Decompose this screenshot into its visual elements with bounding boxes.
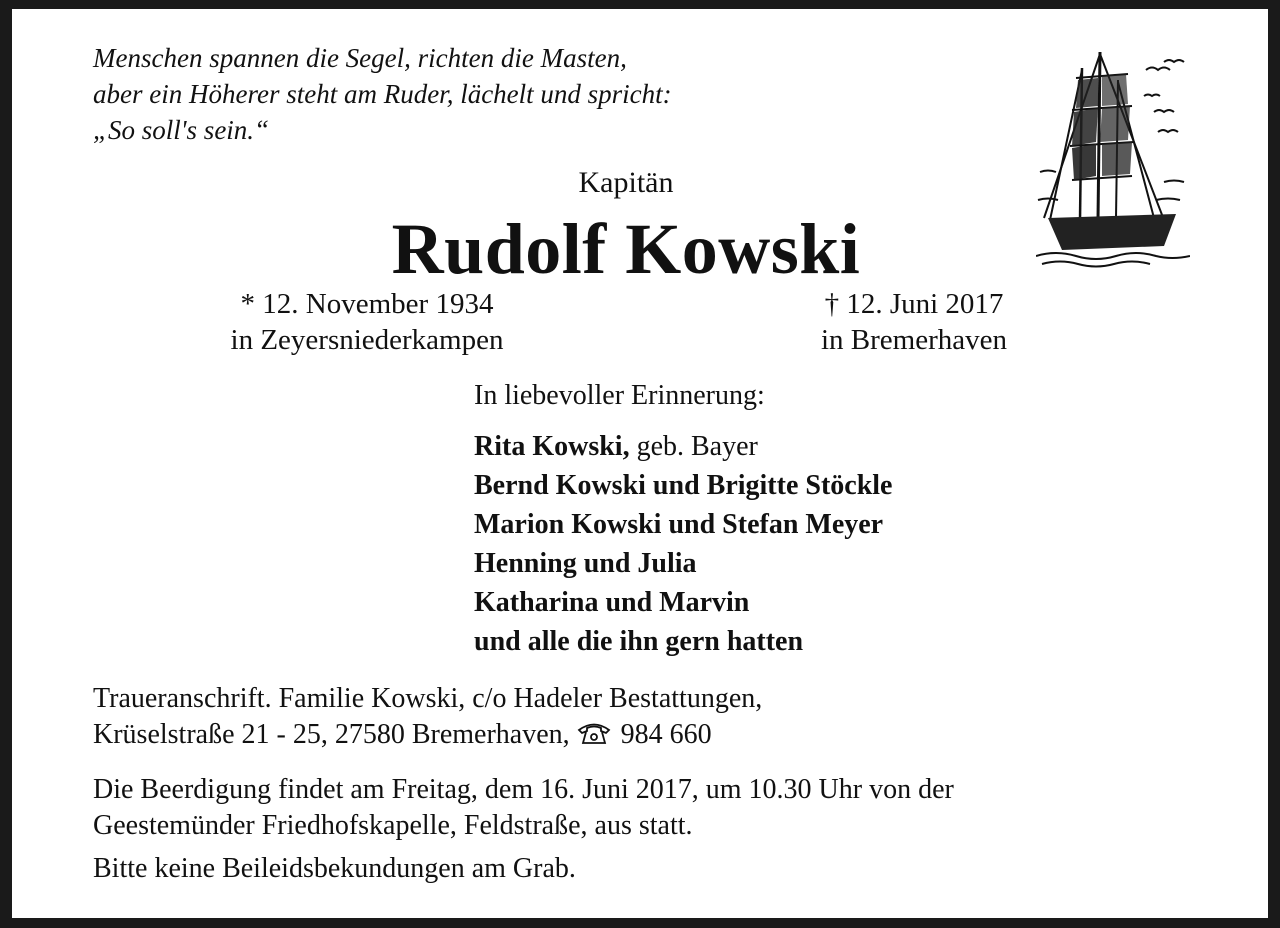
mourners-list [474, 427, 892, 661]
memory-heading: In liebevoller Erinnerung: [474, 380, 765, 411]
epigraph-quote [93, 40, 672, 148]
quote-line-3: „So soll's sein.“ [93, 115, 270, 145]
mourner-suffix: geb. Bayer [629, 431, 758, 462]
deceased-name: Rudolf Kowski [391, 209, 861, 289]
death-info [806, 286, 1022, 358]
birth-date: * 12. November 1934 [240, 288, 494, 320]
birth-place: in Zeyersniederkampen [230, 324, 504, 356]
address-line-1: Traueranschrift. Familie Kowski, c/o Hadeler Bestattungen, [93, 683, 763, 714]
funeral-info [93, 772, 954, 844]
phone-number: 984 660 [620, 719, 712, 750]
mourner-row: Marion Kowski und Stefan Meyer [474, 509, 884, 540]
birth-info [212, 286, 522, 358]
address-street: Krüselstraße 21 - 25, 27580 Bremerhaven, [93, 719, 577, 750]
mourner-row: Henning und Julia [474, 548, 697, 579]
death-place: in Bremerhaven [820, 324, 1007, 356]
mourner-row [474, 427, 892, 466]
closing-note: Bitte keine Beileidsbekundungen am Grab. [93, 853, 576, 884]
mourner-row: Katharina und Marvin [474, 587, 750, 618]
quote-line-1: Menschen spannen die Segel, richten die Masten, [93, 43, 627, 73]
death-date: † 12. Juni 2017 [824, 288, 1004, 320]
quote-line-2: aber ein Höherer steht am Ruder, lächelt und spricht: [93, 79, 672, 109]
funeral-line-1: Die Beerdigung findet am Freitag, dem 16. Juni 2017, um 10.30 Uhr von der [93, 774, 954, 805]
mourner-row: und alle die ihn gern hatten [474, 626, 804, 657]
telephone-icon [577, 721, 611, 745]
mourning-address [93, 681, 762, 753]
mourner-row: Bernd Kowski und Brigitte Stöckle [474, 470, 893, 501]
address-line-2 [93, 717, 762, 753]
deceased-title: Kapitän [578, 166, 674, 199]
funeral-line-2: Geestemünder Friedhofskapelle, Feldstraße, aus statt. [93, 810, 693, 841]
mourner-name: Rita Kowski, [474, 431, 630, 462]
